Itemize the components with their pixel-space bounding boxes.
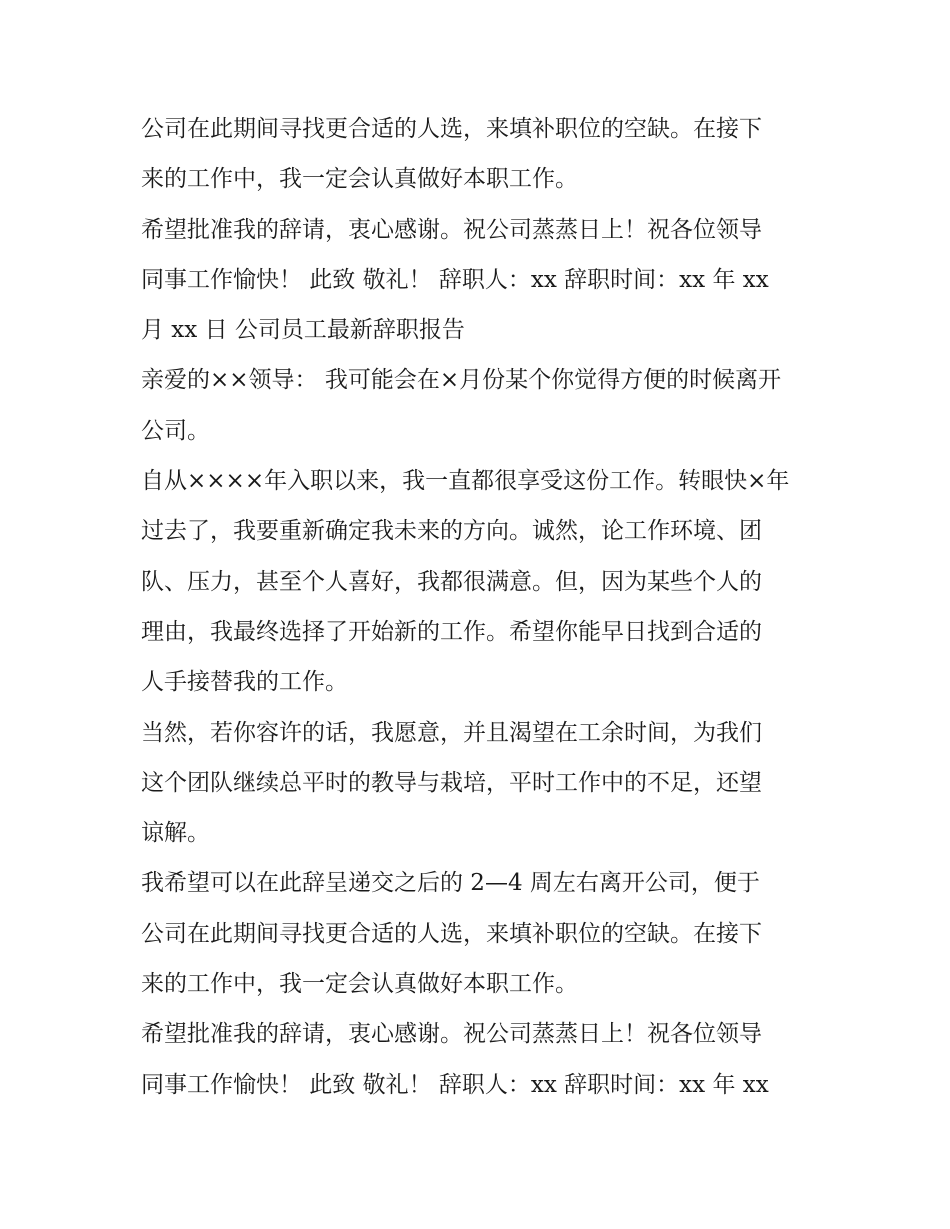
text-line: 自从××××年入职以来，我一直都很享受这份工作。转眼快×年 bbox=[141, 468, 790, 495]
text-line: 希望批准我的辞请，衷心感谢。祝公司蒸蒸日上！祝各位领导 bbox=[141, 216, 762, 243]
text-line: 同事工作愉快！ 此致 敬礼！ 辞职人：xx 辞职时间：xx 年 xx bbox=[141, 1071, 769, 1098]
paragraph-timeline bbox=[141, 858, 821, 1009]
text-line: 同事工作愉快！ 此致 敬礼！ 辞职人：xx 辞职时间：xx 年 xx bbox=[141, 266, 769, 293]
text-line: 公司在此期间寻找更合适的人选，来填补职位的空缺。在接下 bbox=[141, 920, 762, 947]
text-line: 公司在此期间寻找更合适的人选，来填补职位的空缺。在接下 bbox=[141, 116, 762, 142]
paragraph-salutation bbox=[141, 355, 821, 456]
paragraph-reason bbox=[141, 456, 821, 707]
text-line: 队、压力，甚至个人喜好，我都很满意。但，因为某些个人的 bbox=[141, 568, 762, 595]
text-line: 希望批准我的辞请，衷心感谢。祝公司蒸蒸日上！祝各位领导 bbox=[141, 1021, 762, 1048]
text-line: 来的工作中，我一定会认真做好本职工作。 bbox=[141, 166, 578, 193]
text-line: 当然，若你容许的话，我愿意，并且渴望在工余时间，为我们 bbox=[141, 719, 762, 746]
text-line: 我希望可以在此辞呈递交之后的 2—4 周左右离开公司，便于 bbox=[141, 870, 760, 897]
text-line: 公司。 bbox=[141, 417, 210, 444]
text-line: 人手接替我的工作。 bbox=[141, 669, 348, 696]
text-line: 理由，我最终选择了开始新的工作。希望你能早日找到合适的 bbox=[141, 618, 762, 645]
paragraph-closing bbox=[141, 205, 821, 356]
document-body bbox=[141, 104, 821, 1110]
text-line: 这个团队继续总平时的教导与栽培，平时工作中的不足，还望 bbox=[141, 769, 762, 796]
text-line: 过去了，我要重新确定我未来的方向。诚然，论工作环境、团 bbox=[141, 518, 762, 545]
text-line: 亲爱的××领导： 我可能会在×月份某个你觉得方便的时候离开 bbox=[141, 367, 782, 394]
text-line: 谅解。 bbox=[141, 820, 210, 847]
text-line: 月 xx 日 公司员工最新辞职报告 bbox=[141, 317, 465, 344]
text-line: 来的工作中，我一定会认真做好本职工作。 bbox=[141, 971, 578, 998]
paragraph-closing-repeat bbox=[141, 1009, 821, 1110]
paragraph-continuation bbox=[141, 104, 821, 205]
paragraph-gratitude bbox=[141, 708, 821, 859]
